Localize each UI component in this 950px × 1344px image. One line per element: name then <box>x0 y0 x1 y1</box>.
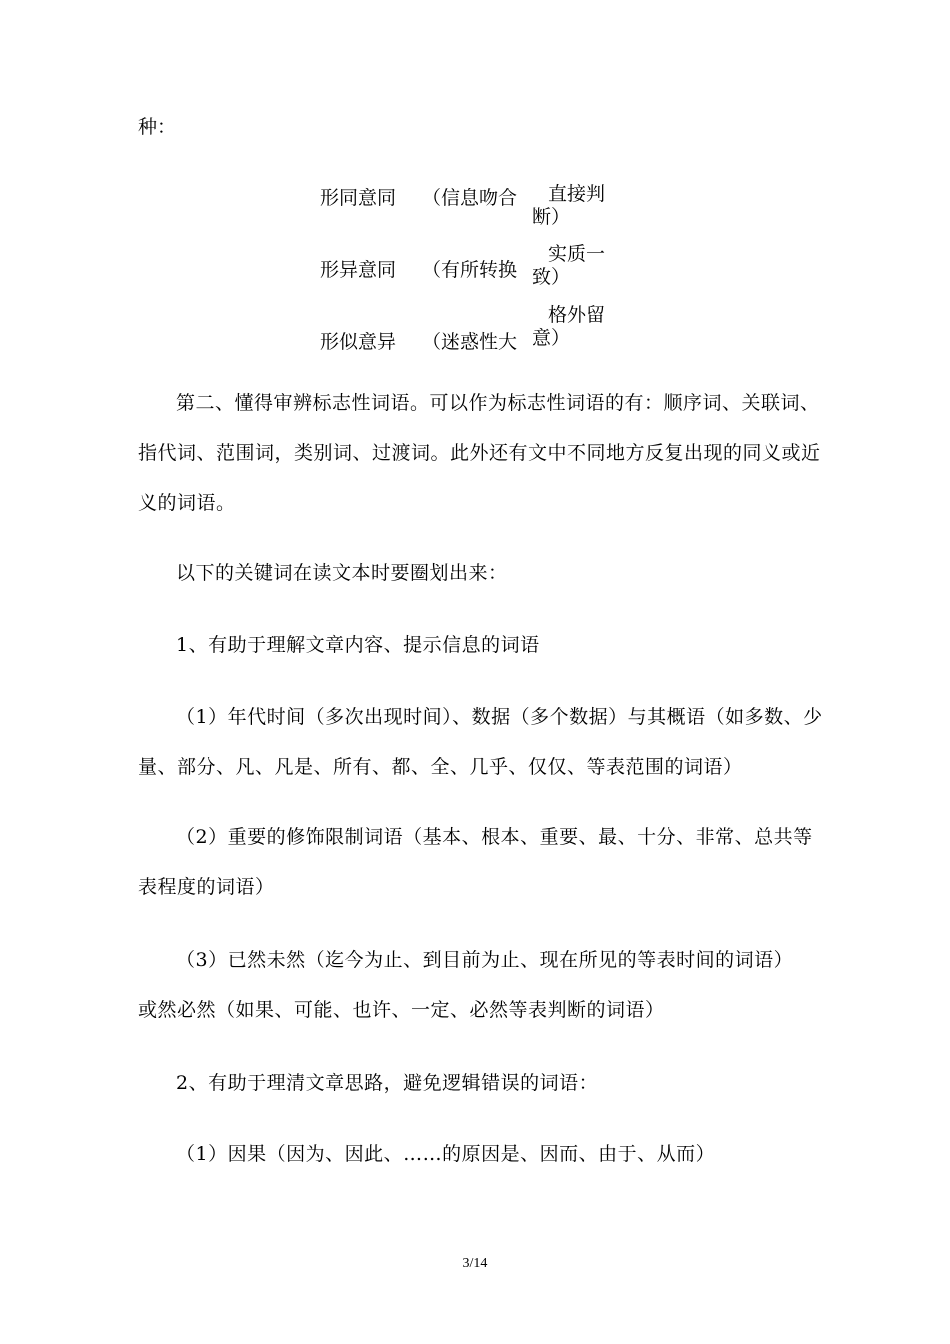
list-item-1-2: （2）重要的修饰限制词语（基本、根本、重要、最、十分、非常、总共等表程度的词语） <box>138 826 813 898</box>
table-row-3-category: 形似意异 <box>320 331 397 353</box>
table-row-2-category: 形异意同 <box>320 259 397 281</box>
list-item-1-3-line2: 或然必然（如果、可能、也许、一定、必然等表判断的词语） <box>138 999 665 1021</box>
page-number: 3/14 <box>462 1256 488 1271</box>
list-item-1: 1、有助于理解文章内容、提示信息的词语 <box>176 634 540 656</box>
list-item-2: 2、有助于理清文章思路，避免逻辑错误的词语： <box>176 1072 599 1094</box>
list-item-1-1: （1）年代时间（多次出现时间）、数据（多个数据）与其概语（如多数、少量、部分、凡、凡是、所有、都、全、几乎、仅仅、等表范围的词语） <box>138 706 823 778</box>
table-row-1-info: （信息吻合 <box>422 187 518 209</box>
table-row-1-desc: 直接判断） <box>532 183 606 228</box>
intro-fragment: 种： <box>138 116 177 138</box>
table-row-2-info: （有所转换 <box>422 259 518 281</box>
table-row-2-desc: 实质一致） <box>532 243 606 288</box>
list-item-2-1: （1）因果（因为、因此、……的原因是、因而、由于、从而） <box>176 1143 716 1165</box>
table-row-3-info: （迷惑性大 <box>422 331 518 353</box>
table-row-3-desc: 格外留意） <box>532 304 606 349</box>
list-item-1-3-line1: （3）已然未然（迄今为止、到目前为止、现在所见的等表时间的词语） <box>176 949 794 971</box>
table-row-1-category: 形同意同 <box>320 187 397 209</box>
paragraph-second: 第二、懂得审辨标志性词语。可以作为标志性词语的有：顺序词、关联词、指代词、范围词，类别词、过渡词。此外还有文中不同地方反复出现的同义或近义的词语。 <box>138 392 821 514</box>
paragraph-keywords: 以下的关键词在读文本时要圈划出来： <box>176 562 508 584</box>
